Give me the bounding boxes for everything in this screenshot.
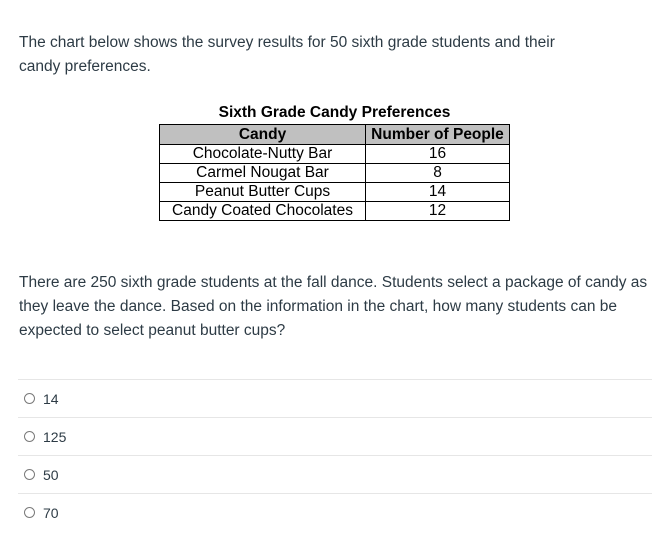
answer-label: 125 xyxy=(43,428,67,445)
candy-name-cell: Carmel Nougat Bar xyxy=(160,164,366,183)
radio-button[interactable] xyxy=(24,431,35,442)
radio-button[interactable] xyxy=(24,393,35,404)
header-number-of-people: Number of People xyxy=(366,125,510,145)
answer-option-14[interactable] xyxy=(18,379,652,417)
count-cell: 14 xyxy=(366,183,510,202)
candy-name-cell: Peanut Butter Cups xyxy=(160,183,366,202)
table-row xyxy=(160,183,510,202)
question-text: There are 250 sixth grade students at the fall dance. Students select a package of candy as they leave the dance. Based on the information in the chart, how many students can be expected to select peanut butter cups? xyxy=(19,274,648,339)
candy-name-cell: Chocolate-Nutty Bar xyxy=(160,145,366,164)
answer-label: 14 xyxy=(43,390,59,407)
header-candy: Candy xyxy=(160,125,366,145)
table-row xyxy=(160,145,510,164)
answer-option-70[interactable] xyxy=(18,493,652,531)
table-title: Sixth Grade Candy Preferences xyxy=(218,104,451,121)
count-cell: 8 xyxy=(366,164,510,183)
radio-button[interactable] xyxy=(24,507,35,518)
count-cell: 16 xyxy=(366,145,510,164)
candy-name-cell: Candy Coated Chocolates xyxy=(160,202,366,221)
intro-text: The chart below shows the survey results for 50 sixth grade students and their candy preferences. xyxy=(19,34,555,75)
count-cell: 12 xyxy=(366,202,510,221)
answer-option-125[interactable] xyxy=(18,417,652,455)
answer-option-50[interactable] xyxy=(18,455,652,493)
radio-button[interactable] xyxy=(24,469,35,480)
candy-preferences-table xyxy=(159,124,510,221)
table-header-row xyxy=(160,125,510,145)
table-row xyxy=(160,164,510,183)
table-row xyxy=(160,202,510,221)
answer-label: 70 xyxy=(43,504,59,521)
answer-label: 50 xyxy=(43,466,59,483)
answer-options xyxy=(18,379,652,531)
candy-table-container xyxy=(159,104,510,221)
